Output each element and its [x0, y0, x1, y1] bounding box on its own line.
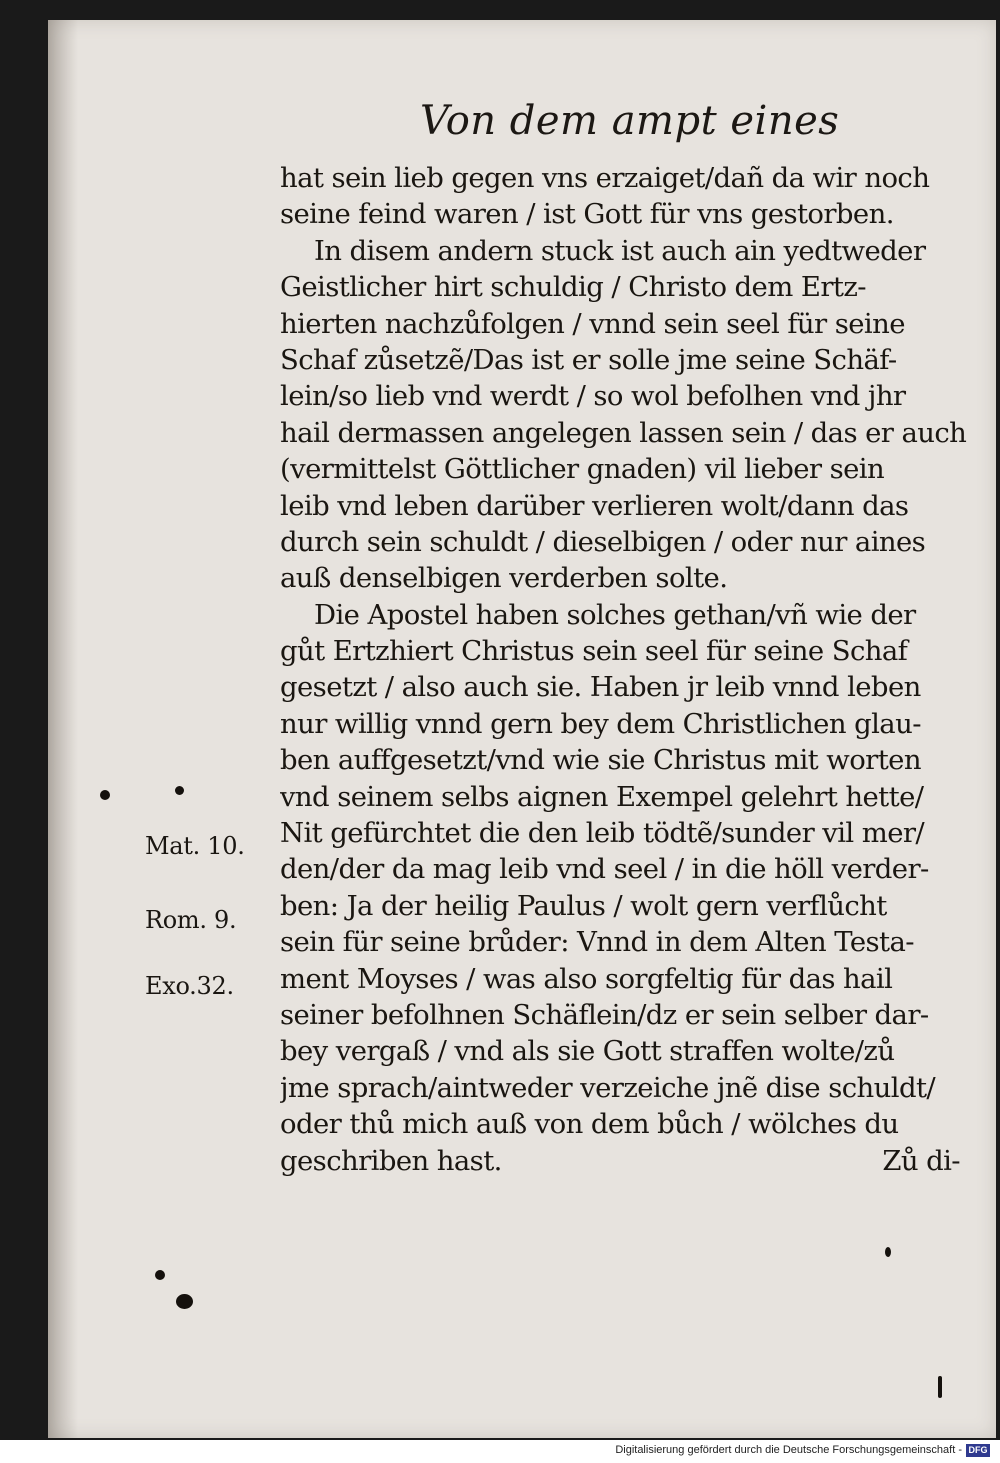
text-line: geschriben hast. Zů di- — [280, 1143, 980, 1179]
text-line: Schaf zůsetzẽ/Das ist er solle jme seine Schäf- — [280, 343, 897, 376]
text-line: vnd seinem selbs aignen Exempel gelehrt hette/ — [280, 780, 924, 813]
catchword: Zů di- — [882, 1144, 960, 1177]
ink-spot — [175, 786, 184, 795]
text-line: gůt Ertzhiert Christus sein seel für seine Schaf — [280, 635, 908, 668]
text-line: jme sprach/aintweder verzeiche jnẽ dise schuldt/ — [280, 1071, 936, 1104]
margin-note-mat: Mat. 10. — [145, 832, 245, 860]
text-line: seine feind waren / ist Gott für vns gestorben. — [280, 198, 894, 231]
text-line: nur willig vnnd gern bey dem Christlichen glau- — [280, 707, 921, 740]
dfg-logo: DFG — [966, 1444, 990, 1457]
margin-note-exo: Exo.32. — [145, 972, 234, 1000]
text-line: (vermittelst Göttlicher gnaden) vil lieber sein — [280, 453, 885, 486]
book-page — [48, 20, 996, 1438]
text-line: den/der da mag leib vnd seel / in die höll verder- — [280, 853, 929, 886]
text-line: Geistlicher hirt schuldig / Christo dem Ertz- — [280, 271, 866, 304]
digitization-footer — [0, 1440, 1000, 1463]
text-line: Die Apostel haben solches gethan/vñ wie der — [314, 598, 916, 631]
main-text-block — [280, 160, 980, 1179]
text-line: hail dermassen angelegen lassen sein / das er auch — [280, 416, 967, 449]
text-line: lein/so lieb vnd werdt / so wol befolhen vnd jhr — [280, 380, 906, 413]
text-line: ment Moyses / was also sorgfeltig für das hail — [280, 962, 893, 995]
running-head: Von dem ampt eines — [420, 98, 840, 144]
ink-spot — [938, 1376, 942, 1398]
digitization-credit: Digitalisierung gefördert durch die Deutsche Forschungsgemeinschaft - — [615, 1444, 962, 1456]
text-line: durch sein schuldt / dieselbigen / oder nur aines — [280, 525, 926, 558]
text-line: gesetzt / also auch sie. Haben jr leib vnnd leben — [280, 671, 921, 704]
ink-spot — [176, 1294, 193, 1309]
text-line: leib vnd leben darüber verlieren wolt/dann das — [280, 489, 909, 522]
text-line: ben: Ja der heilig Paulus / wolt gern verflůcht — [280, 889, 887, 922]
text-line: bey vergaß / vnd als sie Gott straffen wolte/zů — [280, 1035, 895, 1068]
ink-spot — [155, 1270, 165, 1280]
margin-note-rom: Rom. 9. — [145, 906, 237, 934]
text-line: hierten nachzůfolgen / vnnd sein seel für seine — [280, 307, 905, 340]
text-line: sein für seine brůder: Vnnd in dem Alten Testa- — [280, 926, 914, 959]
text-line: oder thů mich auß von dem bůch / wölches du — [280, 1108, 899, 1141]
ink-spot — [885, 1247, 891, 1257]
text-line: seiner befolhnen Schäflein/dz er sein selber dar- — [280, 998, 929, 1031]
ink-spot — [100, 790, 110, 800]
text-line: auß denselbigen verderben solte. — [280, 562, 728, 595]
text-line: Nit gefürchtet die den leib tödtẽ/sunder vil mer/ — [280, 817, 925, 850]
text-line: hat sein lieb gegen vns erzaiget/dañ da wir noch — [280, 162, 930, 194]
text-line: ben auffgesetzt/vnd wie sie Christus mit worten — [280, 744, 921, 777]
text-line: In disem andern stuck ist auch ain yedtweder — [314, 234, 926, 267]
